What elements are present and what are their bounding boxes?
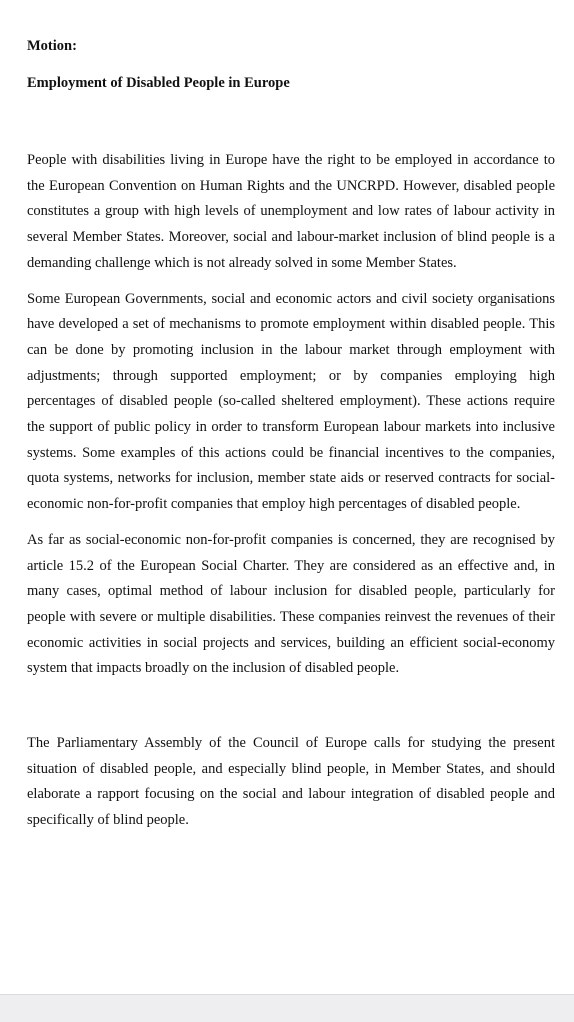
paragraph-mechanisms: Some European Governments, social and economic actors and civil society organisations have developed a set of mechanisms to promote employment within disabled people. This can be done by promoting inclusion in the labour market through employment with adjustments; through supported employment; or by companies employing high percentages of disabled people (so-called sheltered employment). These actions require the support of public policy in order to transform European labour markets into inclusive systems. Some examples of this actions could be financial incentives to the companies, quota systems, networks for inclusion, member state aids or reserved contracts for social-economic non-for-profit companies that employ high percentages of disabled people. <box>27 290 555 513</box>
motion-label: Motion: <box>27 38 77 54</box>
motion-document <box>27 36 555 844</box>
motion-title: Employment of Disabled People in Europe <box>27 75 290 91</box>
paragraph-rights: People with disabilities living in Europe have the right to be employed in accordance to the European Convention on Human Rights and the UNCRPD. However, disabled people constitutes a group with high levels of unemployment and low rates of labour activity in several Member States. Moreover, social and labour-market inclusion of blind people is a demanding challenge which is not already solved in some Member States. <box>27 152 555 271</box>
bottom-bar <box>0 994 574 1022</box>
paragraph-assembly-call: The Parliamentary Assembly of the Council of Europe calls for studying the present situation of disabled people, and especially blind people, in Member States, and should elaborate a rapport focusing on the social and labour integration of disabled people and specifically of blind people. <box>27 735 555 829</box>
paragraph-social-economy: As far as social-economic non-for-profit companies is concerned, they are recognised by article 15.2 of the European Social Charter. They are considered as an effective and, in many cases, optimal method of labour inclusion for disabled people, particularly for people with severe or multiple disabilities. These companies reinvest the revenues of their economic activities in social projects and services, building an efficient social-economy system that impacts broadly on the inclusion of disabled people. <box>27 531 555 677</box>
